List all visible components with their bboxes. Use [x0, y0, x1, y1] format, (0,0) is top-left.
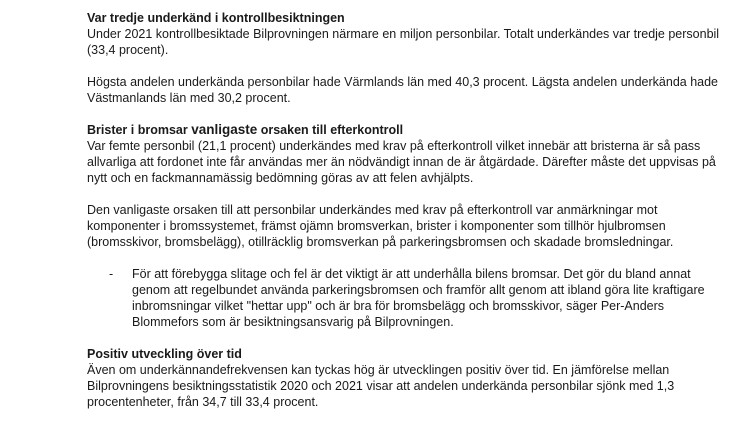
section-bromsar	[87, 122, 727, 186]
section-heading	[87, 122, 727, 138]
section-underkand	[87, 10, 727, 58]
document-body	[87, 10, 727, 426]
section-lan	[87, 74, 727, 106]
bullet-dash: -	[109, 267, 114, 281]
section-heading: Var tredje underkänd i kontrollbesiktningen	[87, 11, 345, 25]
paragraph: Var femte personbil (21,1 procent) underkändes med krav på efterkontroll vilket innebär att bristerna är så pass allvarliga att fordonet inte får användas mer än nödvändigt innan de är åtgärdade. Därefter måste det uppvisas på nytt och en fackmannamässig bedömning göras av att felen avhjälpts.	[87, 139, 716, 185]
heading-highlight: vanligaste	[191, 122, 258, 137]
list-item	[109, 266, 727, 330]
paragraph: Högsta andelen underkända personbilar hade Värmlands län med 40,3 procent. Lägsta andelen underkända hade Västmanlands län med 30,2 procent.	[87, 75, 719, 105]
heading-part: Brister i bromsar	[87, 123, 192, 137]
paragraph: Även om underkännandefrekvensen kan tyckas hög är utvecklingen positiv över tid. En jämförelse mellan Bilprovningens besiktningsstatistik 2020 och 2021 visar att andelen underkända personbilar sjönk med 1,3 procentenheter, från 34,7 till 33,4 procent.	[87, 363, 675, 409]
section-heading: Positiv utveckling över tid	[87, 347, 242, 361]
section-orsak	[87, 202, 727, 250]
paragraph: Under 2021 kontrollbesiktade Bilprovningen närmare en miljon personbilar. Totalt underkändes var tredje personbil (33,4 procent).	[87, 27, 720, 57]
paragraph: Den vanligaste orsaken till att personbilar underkändes med krav på efterkontroll var anmärkningar mot komponenter i bromssystemet, främst ojämn bromsverkan, brister i komponenter som tillhör hjulbromsen (bromsskivor, bromsbelägg), otillräcklig bromsverkan på parkeringsbromsen och skadade bromsledningar.	[87, 203, 674, 249]
quote-text: För att förebygga slitage och fel är det viktigt är att underhålla bilens bromsar. Det gör du bland annat genom att regelbundet använda parkeringsbromsen och framför allt genom att ibland göra lite kraftigare inbromsningar vilket "hettar upp" och är bra för bromsbelägg och bromsskivor, säger Per-Anders Blommefors som är besiktningsansvarig på Bilprovningen.	[132, 267, 705, 329]
section-utveckling	[87, 346, 727, 410]
heading-part: orsaken till efterkontroll	[257, 123, 404, 137]
